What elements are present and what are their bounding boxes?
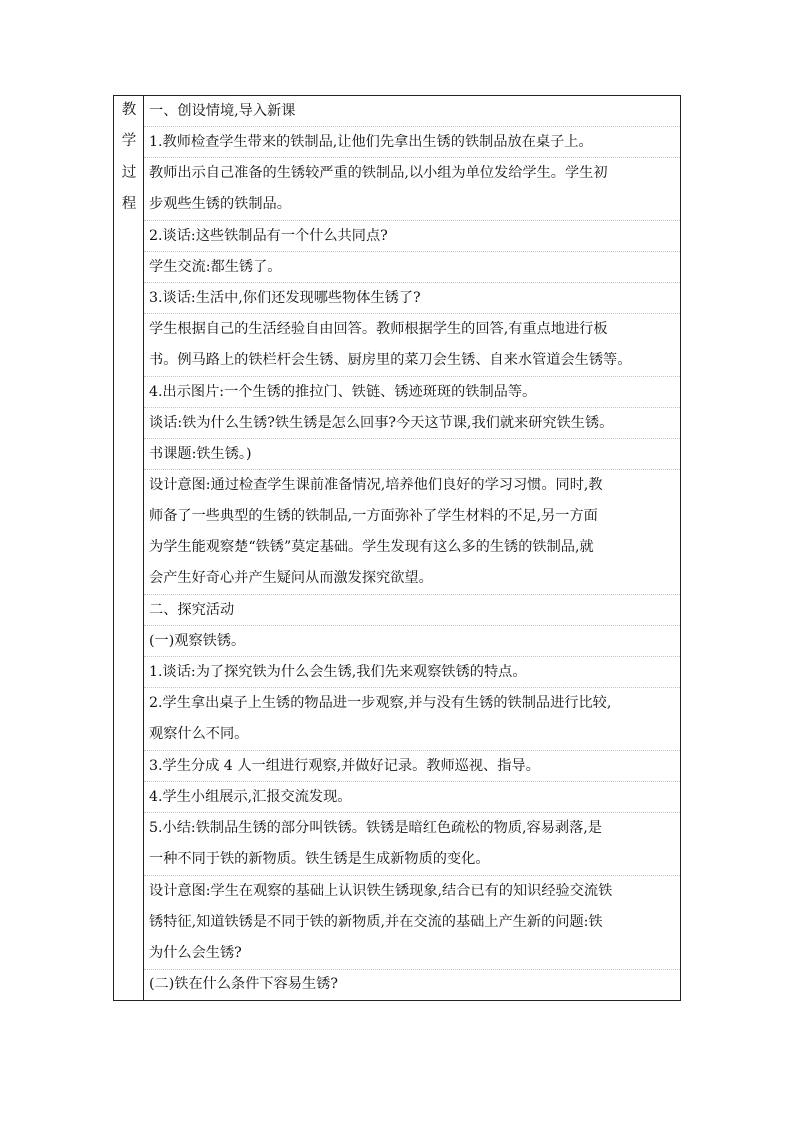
- text-line: 1.谈话:为了探究铁为什么会生锈,我们先来观察铁锈的特点。: [149, 664, 527, 680]
- content-row: [144, 377, 680, 408]
- section-heading: 二、探究活动: [149, 602, 235, 618]
- text-line: 师备了一些典型的生锈的铁制品,一方面弥补了学生材料的不足,另一方面: [149, 508, 598, 524]
- text-line: 1.教师检查学生带来的铁制品,让他们先拿出生锈的铁制品放在桌子上。: [149, 134, 593, 150]
- text-line: 2.谈话:这些铁制品有一个什么共同点?: [149, 228, 388, 244]
- text-line: 5.小结:铁制品生锈的部分叫铁锈。铁锈是暗红色疏松的物质,容易剥落,是: [149, 820, 602, 836]
- content-row: [144, 158, 680, 221]
- text-line: 学生根据自己的生活经验自由回答。教师根据学生的回答,有重点地进行板: [149, 321, 608, 337]
- content-row: [144, 688, 680, 751]
- content-row: [144, 876, 680, 970]
- text-line: 书。例马路上的铁栏杆会生锈、厨房里的菜刀会生锈、自来水管道会生锈等。: [149, 352, 632, 368]
- content-row: [144, 252, 680, 283]
- side-label-char: 学: [121, 133, 137, 149]
- subsection-heading: (一)观察铁锈。: [149, 633, 246, 649]
- content-row: [144, 813, 680, 876]
- content-row: [144, 221, 680, 252]
- text-line: 3.学生分成 4 人一组进行观察,并做好记录。教师巡视、指导。: [149, 758, 540, 774]
- content-row: [144, 283, 680, 314]
- text-line: 设计意图:通过检查学生课前准备情况,培养他们良好的学习习惯。同时,教: [149, 477, 603, 493]
- content-row: [144, 782, 680, 813]
- text-line: 步观些生锈的铁制品。: [149, 196, 291, 212]
- content-row: [144, 626, 680, 657]
- text-line: 4.学生小组展示,汇报交流发现。: [149, 789, 352, 805]
- content-row: [144, 439, 680, 470]
- text-line: 书课题:铁生锈。): [149, 446, 252, 462]
- text-line: 锈特征,知道铁锈是不同于铁的新物质,并在交流的基础上产生新的问题:铁: [149, 914, 603, 930]
- text-line: 学生交流:都生锈了。: [149, 259, 282, 275]
- text-line: 3.谈话:生活中,你们还发现哪些物体生锈了?: [149, 290, 421, 306]
- content-row: [144, 657, 680, 688]
- side-label-char: 过: [121, 165, 137, 181]
- content-row: [144, 595, 680, 626]
- text-line: 谈话:铁为什么生锈?铁生锈是怎么回事?今天这节课,我们就来研究铁生锈。: [149, 415, 614, 431]
- content-row: [144, 408, 680, 439]
- content-row: [144, 751, 680, 782]
- text-line: 4.出示图片:一个生锈的推拉门、铁链、锈迹斑斑的铁制品等。: [149, 384, 537, 400]
- lesson-content-cell: [144, 96, 680, 1000]
- lesson-plan-table: [113, 95, 681, 1001]
- text-line: 会产生好奇心并产生疑问从而激发探究欲望。: [149, 570, 433, 586]
- content-row: [144, 127, 680, 158]
- content-row: [144, 470, 680, 595]
- text-line: 一种不同于铁的新物质。铁生锈是生成新物质的变化。: [149, 851, 490, 867]
- section-heading: 一、创设情境,导入新课: [149, 103, 296, 119]
- text-line: 为学生能观察楚“铁锈”莫定基础。学生发现有这么多的生锈的铁制品,就: [149, 539, 594, 555]
- text-line: 2.学生拿出桌子上生锈的物品进一步观察,并与没有生锈的铁制品进行比较,: [149, 695, 612, 711]
- text-line: 设计意图:学生在观察的基础上认识铁生锈现象,结合已有的知识经验交流铁: [149, 883, 613, 899]
- side-label-char: 教: [121, 102, 137, 118]
- text-line: 教师出示自己准备的生锈较严重的铁制品,以小组为单位发给学生。学生初: [149, 165, 608, 181]
- teaching-process-label-cell: [114, 96, 144, 1000]
- content-row: [144, 314, 680, 377]
- side-label-char: 程: [121, 196, 137, 212]
- content-row: [144, 96, 680, 127]
- text-line: 为什么会生锈?: [149, 945, 242, 961]
- subsection-heading: (二)铁在什么条件下容易生锈?: [149, 976, 338, 992]
- content-row: [144, 970, 680, 1000]
- text-line: 观察什么不同。: [149, 726, 249, 742]
